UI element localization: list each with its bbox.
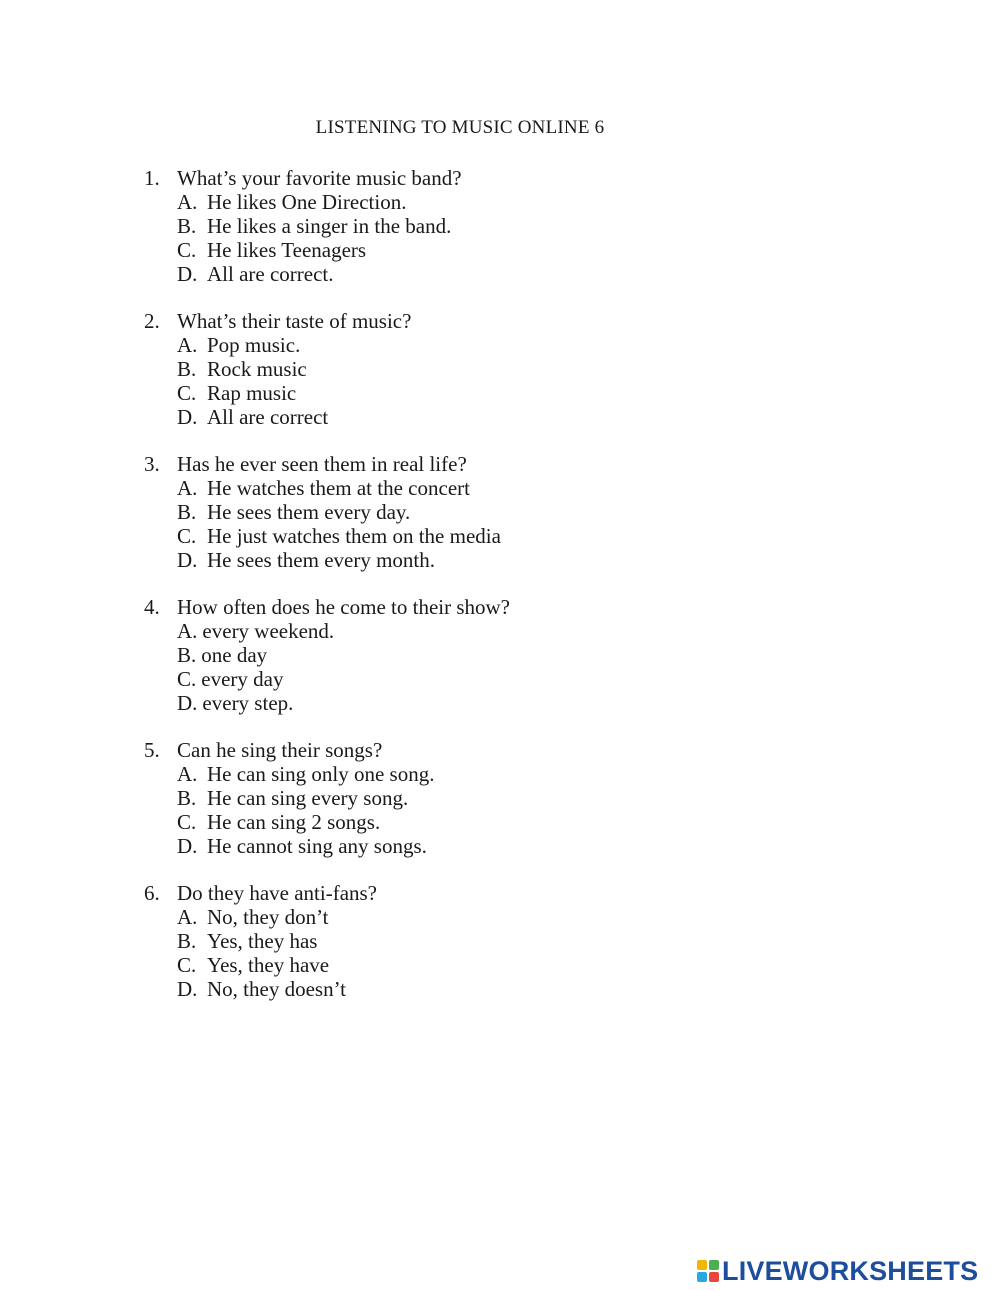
option-text: He sees them every day. — [207, 500, 411, 524]
logo-block — [709, 1272, 719, 1282]
answer-option[interactable] — [144, 405, 844, 429]
option-text: every weekend. — [202, 619, 335, 643]
option-text: every day — [201, 667, 284, 691]
option-letter: C. — [177, 524, 197, 548]
liveworksheets-logo — [697, 1257, 978, 1285]
option-text: All are correct. — [207, 262, 334, 286]
answer-option[interactable] — [144, 643, 844, 667]
option-letter: B. — [177, 929, 197, 953]
answer-option[interactable] — [144, 834, 844, 858]
answer-option[interactable] — [144, 238, 844, 262]
option-letter: D. — [177, 262, 198, 286]
answer-option[interactable] — [144, 381, 844, 405]
logo-block — [697, 1272, 707, 1282]
option-letter: B. — [177, 786, 197, 810]
option-letter: C. — [177, 667, 197, 691]
option-text: Pop music. — [207, 333, 301, 357]
option-text: He can sing only one song. — [207, 762, 435, 786]
question-text-line — [144, 881, 844, 905]
question-number: 4. — [144, 595, 160, 619]
answer-option[interactable] — [144, 357, 844, 381]
answer-option[interactable] — [144, 500, 844, 524]
logo-block — [697, 1260, 707, 1270]
logo-text: LIVEWORKSHEETS — [722, 1256, 979, 1286]
answer-option[interactable] — [144, 214, 844, 238]
answer-option[interactable] — [144, 977, 844, 1001]
option-letter: D. — [177, 548, 198, 572]
option-text: No, they doesn’t — [207, 977, 347, 1001]
option-text: He likes a singer in the band. — [207, 214, 452, 238]
question-number: 2. — [144, 309, 160, 333]
answer-option[interactable] — [144, 905, 844, 929]
question-3 — [144, 452, 844, 572]
question-1 — [144, 166, 844, 286]
answer-option[interactable] — [144, 691, 844, 715]
question-5 — [144, 738, 844, 858]
question-text-line — [144, 452, 844, 476]
option-letter: B. — [177, 500, 197, 524]
option-letter: D. — [177, 405, 198, 429]
option-text: He watches them at the concert — [207, 476, 470, 500]
option-text: No, they don’t — [207, 905, 329, 929]
answer-option[interactable] — [144, 667, 844, 691]
answer-option[interactable] — [144, 524, 844, 548]
option-text: He just watches them on the media — [207, 524, 501, 548]
answer-option[interactable] — [144, 810, 844, 834]
question-list — [144, 166, 844, 1024]
question-6 — [144, 881, 844, 1001]
question-text-line — [144, 595, 844, 619]
option-text: Rock music — [207, 357, 307, 381]
option-letter: C. — [177, 810, 197, 834]
question-text-line — [144, 166, 844, 190]
option-text: Yes, they has — [207, 929, 318, 953]
option-letter: C. — [177, 238, 197, 262]
option-text: He can sing 2 songs. — [207, 810, 381, 834]
option-text: every step. — [202, 691, 294, 715]
question-number: 3. — [144, 452, 160, 476]
option-letter: A. — [177, 333, 198, 357]
answer-option[interactable] — [144, 262, 844, 286]
option-letter: A. — [177, 905, 198, 929]
answer-option[interactable] — [144, 953, 844, 977]
option-text: He can sing every song. — [207, 786, 409, 810]
option-letter: B. — [177, 214, 197, 238]
question-number: 6. — [144, 881, 160, 905]
option-text: one day — [201, 643, 268, 667]
option-text: Yes, they have — [207, 953, 330, 977]
question-text: How often does he come to their show? — [177, 595, 510, 619]
answer-option[interactable] — [144, 786, 844, 810]
option-text: Rap music — [207, 381, 297, 405]
question-text: Do they have anti-fans? — [177, 881, 378, 905]
question-number: 1. — [144, 166, 160, 190]
option-letter: A. — [177, 190, 198, 214]
option-letter: A. — [177, 619, 198, 643]
answer-option[interactable] — [144, 619, 844, 643]
option-letter: B. — [177, 357, 197, 381]
question-number: 5. — [144, 738, 160, 762]
answer-option[interactable] — [144, 476, 844, 500]
option-letter: C. — [177, 381, 197, 405]
question-4 — [144, 595, 844, 715]
question-text: Can he sing their songs? — [177, 738, 383, 762]
option-letter: B. — [177, 643, 197, 667]
question-text: What’s your favorite music band? — [177, 166, 462, 190]
page-title: LISTENING TO MUSIC ONLINE 6 — [315, 117, 605, 138]
option-text: All are correct — [207, 405, 329, 429]
question-2 — [144, 309, 844, 429]
answer-option[interactable] — [144, 333, 844, 357]
answer-option[interactable] — [144, 762, 844, 786]
logo-blocks-icon — [697, 1260, 719, 1282]
answer-option[interactable] — [144, 548, 844, 572]
option-letter: A. — [177, 762, 198, 786]
logo-block — [709, 1260, 719, 1270]
answer-option[interactable] — [144, 190, 844, 214]
option-letter: C. — [177, 953, 197, 977]
option-text: He likes One Direction. — [207, 190, 407, 214]
option-letter: D. — [177, 834, 198, 858]
option-letter: A. — [177, 476, 198, 500]
question-text-line — [144, 738, 844, 762]
question-text-line — [144, 309, 844, 333]
answer-option[interactable] — [144, 929, 844, 953]
question-text: Has he ever seen them in real life? — [177, 452, 467, 476]
option-letter: D. — [177, 691, 198, 715]
option-text: He sees them every month. — [207, 548, 436, 572]
option-text: He cannot sing any songs. — [207, 834, 427, 858]
question-text: What’s their taste of music? — [177, 309, 412, 333]
option-text: He likes Teenagers — [207, 238, 367, 262]
option-letter: D. — [177, 977, 198, 1001]
